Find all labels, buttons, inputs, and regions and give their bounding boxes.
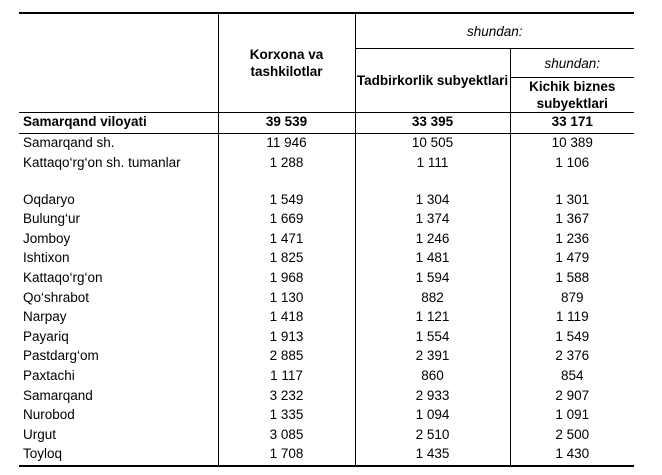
table-row-total (19, 113, 634, 134)
cell-korxona: 1 549 (218, 191, 355, 211)
cell-tadbirkorlik: 1 121 (355, 308, 510, 328)
cell-korxona: 1 335 (218, 406, 355, 426)
cell-tadbirkorlik: 1 111 (355, 154, 510, 191)
table-row (19, 387, 634, 407)
row-name: Samarqand viloyati (19, 113, 218, 134)
cell-tadbirkorlik: 1 554 (355, 328, 510, 348)
statistics-table-container (19, 12, 634, 467)
cell-kichik: 879 (510, 289, 634, 309)
table-row (19, 406, 634, 426)
cell-korxona: 1 130 (218, 289, 355, 309)
cell-korxona: 11 946 (218, 134, 355, 154)
cell-kichik: 10 389 (510, 134, 634, 154)
header-blank-cell (19, 13, 218, 113)
row-name: Narpay (23, 309, 67, 325)
cell-korxona: 1 471 (218, 230, 355, 250)
table-row (19, 154, 634, 191)
cell-korxona: 1 117 (218, 367, 355, 387)
row-name: Kattaqo‘rg‘on sh. tumanlar (23, 154, 181, 170)
cell-kichik: 2 500 (510, 426, 634, 446)
row-name: Pastdarg‘om (23, 348, 99, 364)
cell-korxona: 1 825 (218, 249, 355, 269)
cell-tadbirkorlik: 1 094 (355, 406, 510, 426)
cell-kichik: 1 301 (510, 191, 634, 211)
cell-kichik: 1 119 (510, 308, 634, 328)
table-row (19, 210, 634, 230)
cell-kichik: 1 549 (510, 328, 634, 348)
cell-korxona: 3 232 (218, 387, 355, 407)
row-name: Urgut (23, 426, 57, 442)
cell-kichik: 1 367 (510, 210, 634, 230)
cell-kichik: 2 907 (510, 387, 634, 407)
table-row (19, 308, 634, 328)
table-row (19, 269, 634, 289)
cell-tadbirkorlik: 1 435 (355, 445, 510, 466)
cell-tadbirkorlik: 1 246 (355, 230, 510, 250)
row-name: Bulung‘ur (23, 211, 81, 227)
cell-kichik: 1 430 (510, 445, 634, 466)
cell-kichik: 1 106 (510, 154, 634, 191)
table-row (19, 230, 634, 250)
cell-tadbirkorlik: 882 (355, 289, 510, 309)
cell-kichik: 2 376 (510, 347, 634, 367)
cell-korxona: 1 288 (218, 154, 355, 191)
cell-kichik: 1 479 (510, 249, 634, 269)
cell-kichik: 33 171 (510, 113, 634, 134)
cell-korxona: 1 968 (218, 269, 355, 289)
table-row (19, 347, 634, 367)
row-name: Ishtixon (23, 250, 70, 266)
header-kichik-biznes: Kichik biznes subyektlari (510, 78, 634, 113)
row-name: Samarqand (23, 387, 93, 403)
table-row (19, 328, 634, 348)
header-shundan-sub: shundan: (510, 49, 634, 78)
cell-tadbirkorlik: 10 505 (355, 134, 510, 154)
row-name: Nurobod (23, 407, 75, 423)
cell-tadbirkorlik: 33 395 (355, 113, 510, 134)
table-row (19, 134, 634, 154)
cell-korxona: 1 913 (218, 328, 355, 348)
table-row (19, 426, 634, 446)
cell-tadbirkorlik: 1 374 (355, 210, 510, 230)
cell-tadbirkorlik: 1 481 (355, 249, 510, 269)
table-body (19, 113, 634, 466)
cell-kichik: 854 (510, 367, 634, 387)
cell-tadbirkorlik: 1 594 (355, 269, 510, 289)
row-name: Kattaqo‘rg‘on (23, 269, 103, 285)
cell-tadbirkorlik: 2 510 (355, 426, 510, 446)
row-name: Toyloq (23, 446, 63, 462)
cell-korxona: 39 539 (218, 113, 355, 134)
cell-kichik: 1 091 (510, 406, 634, 426)
table-header (19, 13, 634, 113)
table-row (19, 367, 634, 387)
cell-korxona: 1 418 (218, 308, 355, 328)
cell-tadbirkorlik: 1 304 (355, 191, 510, 211)
cell-kichik: 1 588 (510, 269, 634, 289)
row-name: Qo‘shrabot (23, 289, 90, 305)
cell-korxona: 2 885 (218, 347, 355, 367)
header-korxona: Korxona va tashkilotlar (218, 13, 355, 113)
cell-korxona: 1 669 (218, 210, 355, 230)
row-name: Paxtachi (23, 367, 75, 383)
cell-tadbirkorlik: 860 (355, 367, 510, 387)
table-row (19, 249, 634, 269)
table-row (19, 191, 634, 211)
enterprises-table (19, 12, 634, 467)
row-name: Oqdaryo (23, 191, 75, 207)
cell-tadbirkorlik: 2 933 (355, 387, 510, 407)
table-row (19, 289, 634, 309)
row-name: Payariq (23, 328, 69, 344)
cell-korxona: 1 708 (218, 445, 355, 466)
row-name: Jomboy (23, 230, 71, 246)
cell-tadbirkorlik: 2 391 (355, 347, 510, 367)
header-tadbirkorlik: Tadbirkorlik subyektlari (355, 49, 510, 113)
cell-kichik: 1 236 (510, 230, 634, 250)
row-name: Samarqand sh. (23, 135, 115, 150)
header-shundan: shundan: (355, 13, 634, 49)
cell-korxona: 3 085 (218, 426, 355, 446)
table-row (19, 445, 634, 466)
